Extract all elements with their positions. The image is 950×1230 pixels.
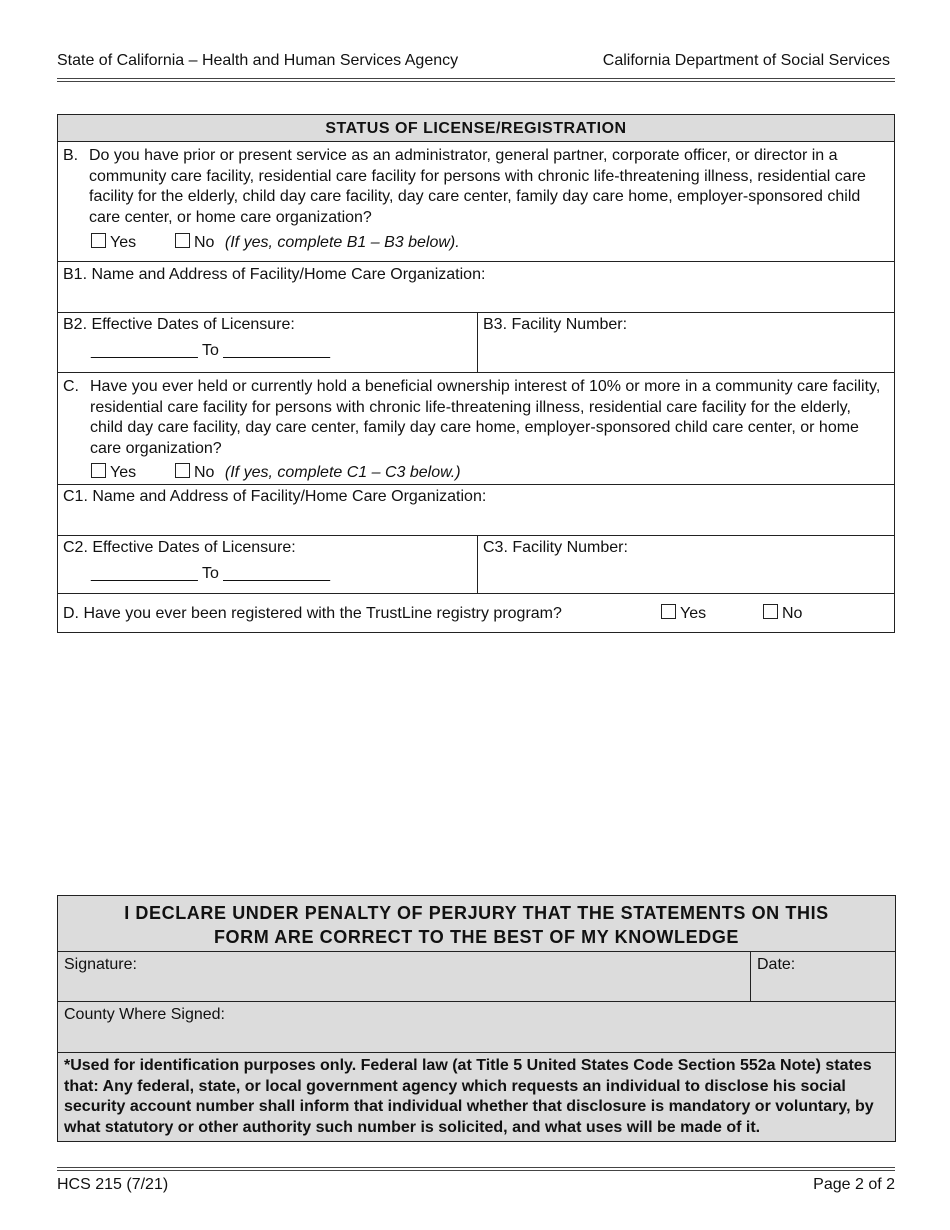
question-c-yes-label: Yes [110, 464, 137, 481]
signature-field[interactable] [58, 952, 750, 1001]
question-d-text: D. Have you ever been registered with the TrustLine registry program? [63, 605, 562, 622]
form-id: HCS 215 (7/21) [57, 1176, 169, 1193]
signature-row [58, 952, 895, 1002]
date-field[interactable] [750, 952, 895, 1001]
privacy-notice-row [58, 1053, 895, 1141]
c2-label: C2. Effective Dates of Licensure: [63, 539, 296, 556]
b3-cell[interactable] [477, 313, 894, 372]
agency-name: State of California – Health and Human Services Agency [57, 52, 459, 69]
question-d-yes-checkbox[interactable] [661, 604, 676, 619]
question-c-no-label: No [194, 464, 215, 481]
department-name: California Department of Social Services [602, 52, 890, 69]
question-b [58, 142, 894, 228]
question-c-row [58, 373, 894, 485]
question-b-no-label: No [194, 234, 215, 251]
header-divider [57, 78, 895, 82]
b2-label: B2. Effective Dates of Licensure: [63, 316, 295, 333]
question-c-letter: C. [63, 378, 79, 395]
c3-label: C3. Facility Number: [483, 539, 628, 556]
c2-dates-field[interactable]: ____________ To ____________ [91, 565, 331, 582]
question-c-no-checkbox[interactable] [175, 463, 190, 478]
question-b-text: Do you have prior or present service as an administrator, general partner, corporate officer, or director in a community care facility, residential care facility for persons with chronic life-threatening illness, residential care facility for the elderly, child day care facility, day care center, family day care home, employer-sponsored child care center, or home care organization? [89, 147, 866, 226]
question-d-yes-label: Yes [680, 605, 707, 622]
question-c-options [58, 461, 894, 485]
b2-b3-row [58, 313, 894, 373]
b1-row[interactable] [58, 262, 894, 313]
b3-label: B3. Facility Number: [483, 316, 628, 333]
question-b-letter: B. [63, 147, 79, 164]
page-number: Page 2 of 2 [813, 1176, 895, 1193]
c1-row[interactable] [58, 485, 894, 536]
question-c [58, 373, 894, 459]
status-section [57, 114, 895, 633]
footer-divider [57, 1167, 895, 1171]
declaration-section [57, 895, 896, 1142]
question-c-no-option[interactable] [175, 463, 461, 482]
question-c-text: Have you ever held or currently hold a beneficial ownership interest of 10% or more in a community care facility, residential care facility for persons with chronic life-threatening illness, residential care facility for the elderly, child day care facility, day care center, family day care home, employer-sponsored child care center, or home care organization? [90, 378, 881, 457]
declaration-title-line1: I DECLARE UNDER PENALTY OF PERJURY THAT THE STATEMENTS ON THIS [124, 903, 829, 923]
question-b-no-option[interactable] [175, 233, 460, 252]
b1-label: B1. Name and Address of Facility/Home Care Organization: [63, 266, 486, 283]
question-c-yes-option[interactable] [91, 463, 136, 482]
b2-cell[interactable] [58, 313, 477, 372]
question-d-row [58, 594, 894, 632]
question-b-options [58, 231, 894, 255]
question-b-row [58, 142, 894, 262]
question-b-yes-option[interactable] [91, 233, 136, 252]
c3-cell[interactable] [477, 536, 894, 593]
c1-label: C1. Name and Address of Facility/Home Care Organization: [63, 488, 487, 505]
question-c-note: (If yes, complete C1 – C3 below.) [224, 464, 461, 481]
c2-cell[interactable] [58, 536, 477, 593]
question-d-no-checkbox[interactable] [763, 604, 778, 619]
question-b-note: (If yes, complete B1 – B3 below). [224, 234, 460, 251]
c2-c3-row [58, 536, 894, 594]
signature-label: Signature: [64, 956, 137, 973]
section-title: STATUS OF LICENSE/REGISTRATION [58, 115, 894, 142]
question-b-yes-checkbox[interactable] [91, 233, 106, 248]
question-c-yes-checkbox[interactable] [91, 463, 106, 478]
county-label: County Where Signed: [64, 1006, 225, 1023]
b2-dates-field[interactable]: ____________ To ____________ [91, 342, 331, 359]
county-field[interactable] [58, 1002, 895, 1053]
question-b-yes-label: Yes [110, 234, 137, 251]
privacy-notice: *Used for identification purposes only. Federal law (at Title 5 United States Code Section 552a Note) states that: Any federal, state, or local government agency which requests an individual to disclose his social security account number shall inform that individual whether that disclosure is mandatory or voluntary, by what statutory or other authority such number is solicited, and what uses will be made of it. [64, 1057, 874, 1136]
question-d-no-label: No [782, 605, 803, 622]
date-label: Date: [757, 956, 796, 973]
declaration-title-line2: FORM ARE CORRECT TO THE BEST OF MY KNOWLEDGE [213, 927, 740, 947]
question-d-no-option[interactable] [763, 604, 802, 623]
declaration-title [58, 896, 895, 952]
question-d-yes-option[interactable] [661, 604, 706, 623]
question-b-no-checkbox[interactable] [175, 233, 190, 248]
